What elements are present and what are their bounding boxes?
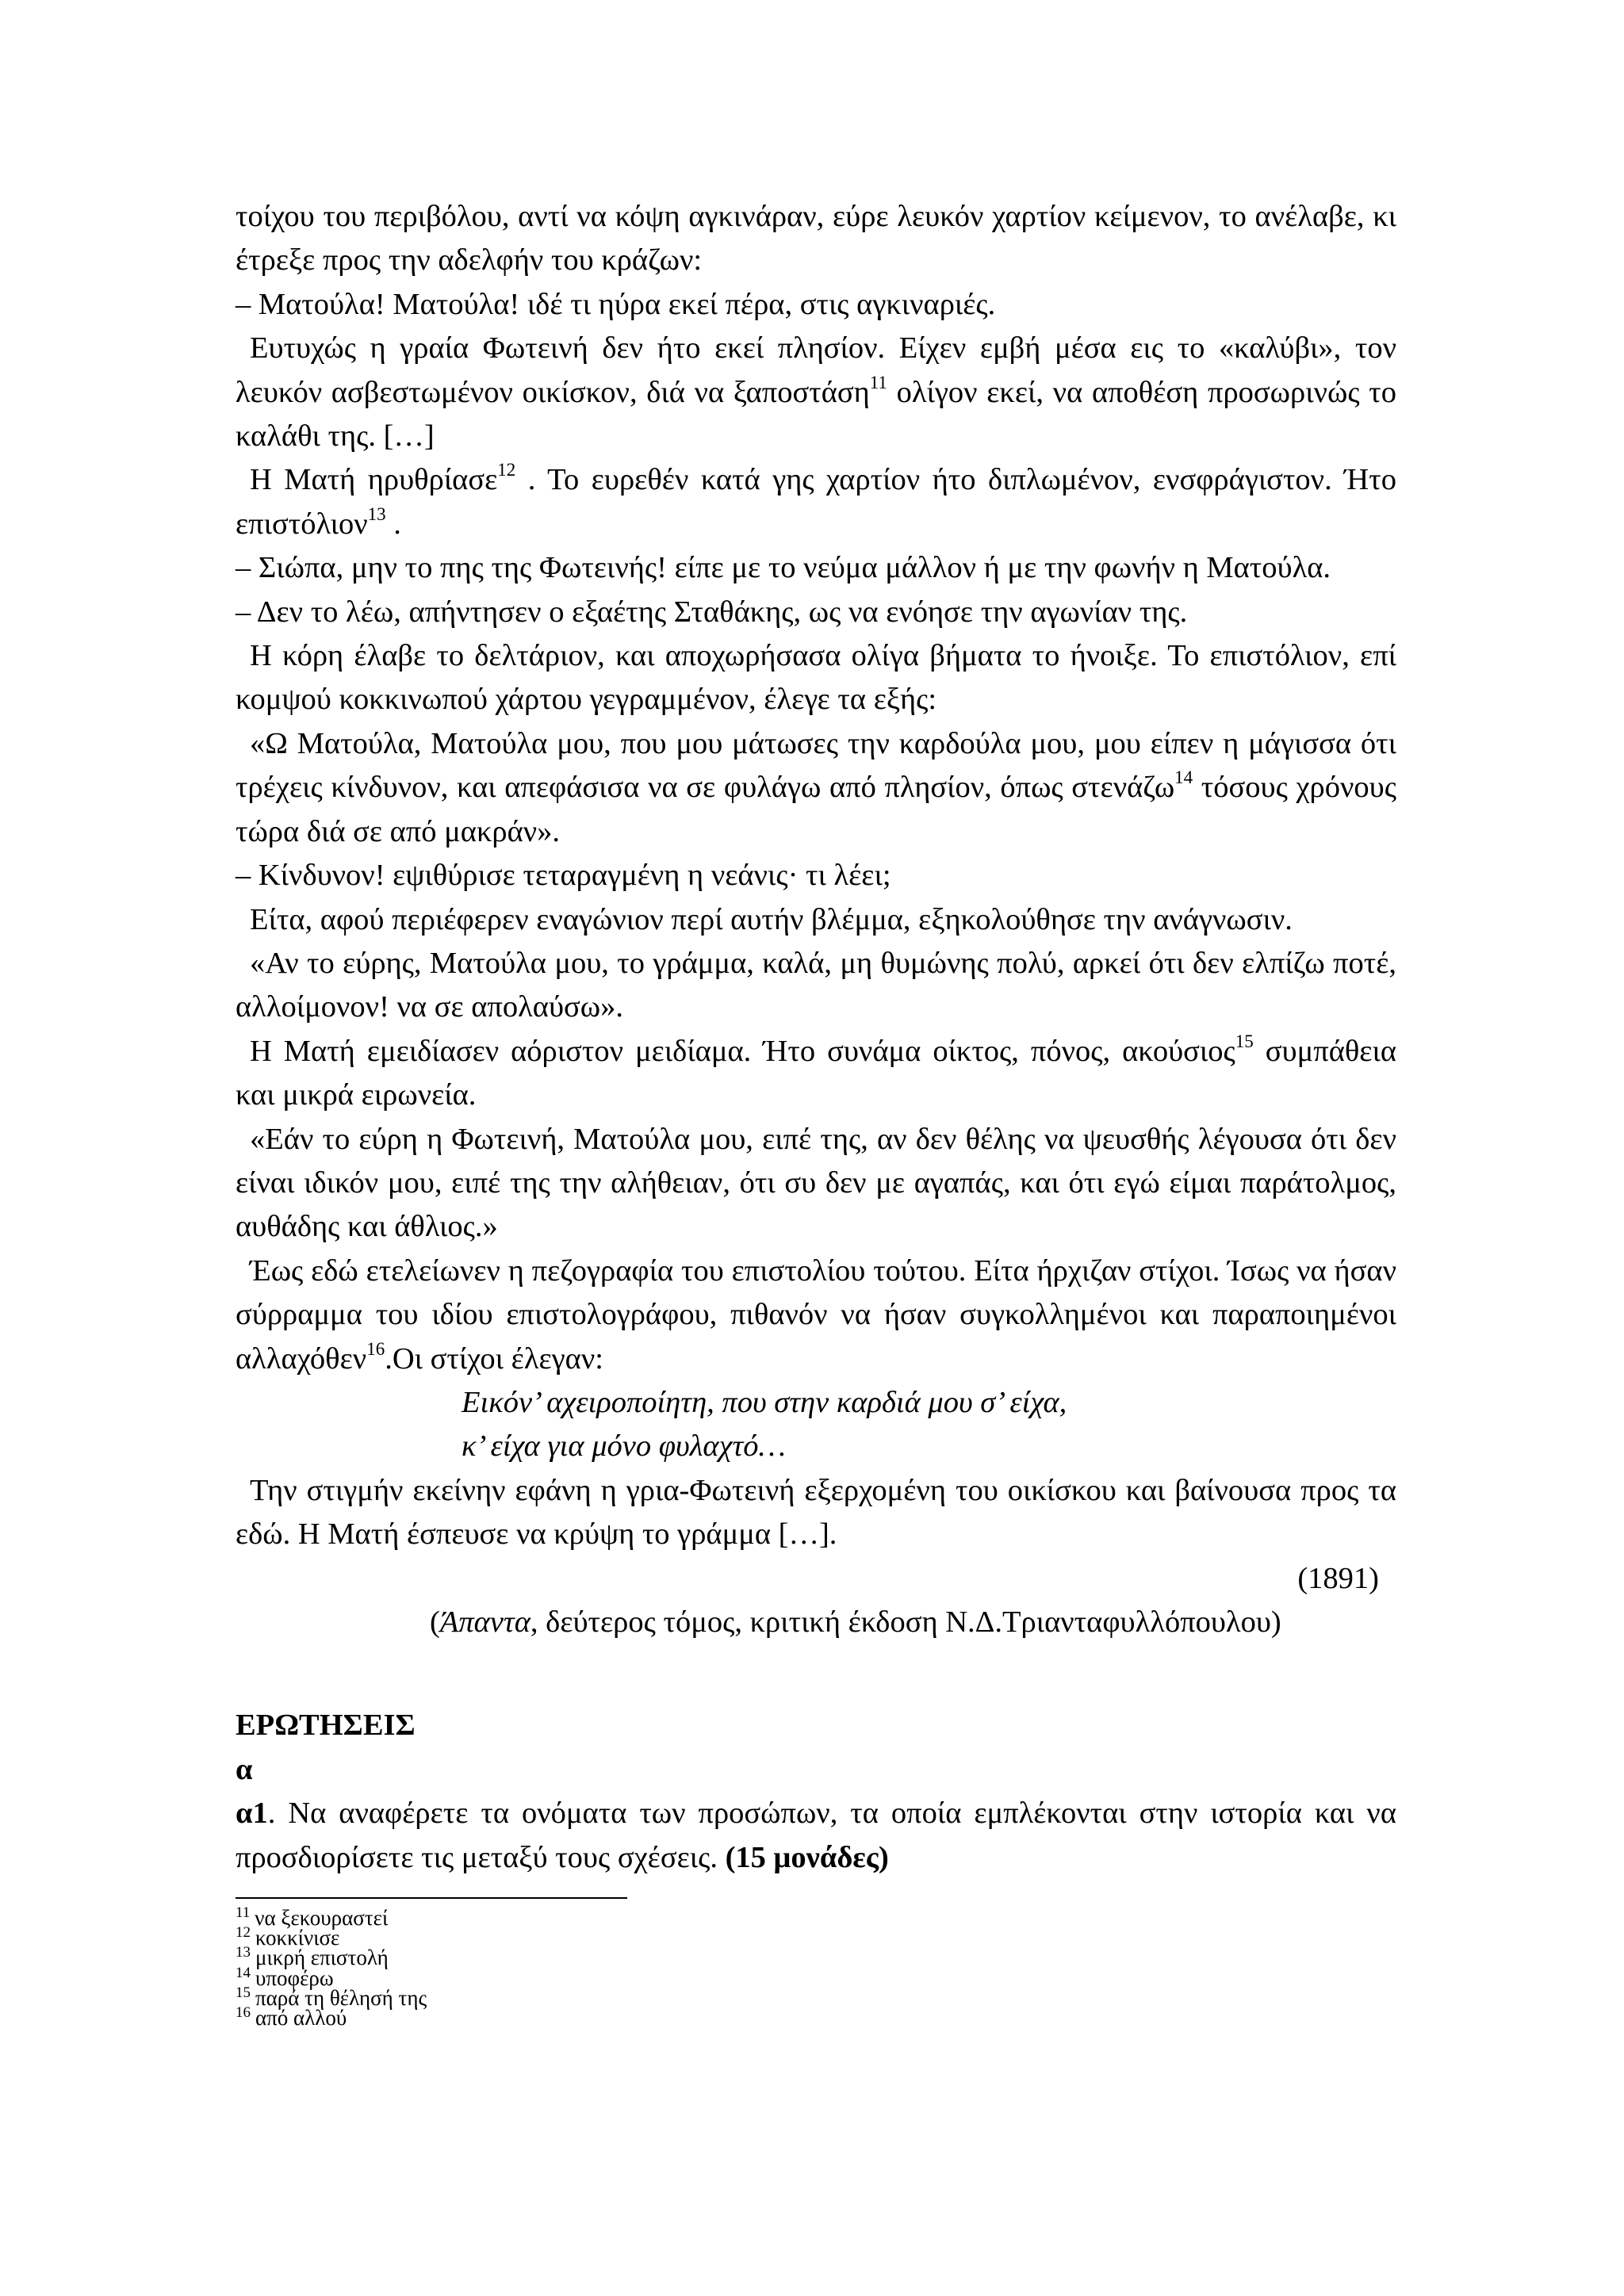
text-run: Την στιγμήν εκείνην εφάνη η γρια-Φωτεινή εξερχομένη του οικίσκου και βαίνουσα προς τα εδώ. Η Ματή έσπευσε να κρύψη το γράμμα […]. [236, 1473, 1396, 1552]
footnote-text: παρά τη θέλησή της [255, 1985, 427, 2010]
footnote [236, 2004, 427, 2030]
text-run: «Ω Ματούλα, Ματούλα μου, που μου μάτωσες την καρδούλα μου, μου είπεν η μάγισσα ότι τρέχεις κίνδυνον, και απεφάσισα να σε φυλάγω από πλησίον, όπως στενάζω [236, 726, 1396, 805]
source-citation [430, 1601, 1396, 1644]
text-run: Η Ματή ηρυθρίασε [250, 463, 498, 497]
footnote-ref: 12 [497, 460, 516, 480]
questions-heading: ΕΡΩΤΗΣΕΙΣ [236, 1709, 416, 1743]
text-run: Έως εδώ ετελείωνεν η πεζογραφία του επιστολίου τούτου. Είτα ήρχιζαν στίχοι. Ίσως να ήσαν σύρραμμα του ιδίου επιστολογράφου, πιθανόν να ήσαν συγκολλημένοι και παραποιημένοι αλλαχόθεν [236, 1253, 1396, 1376]
footnote-ref: 14 [1174, 767, 1193, 788]
paragraph [236, 195, 1396, 283]
footnote-number: 12 [236, 1924, 251, 1942]
footnote-ref: 16 [366, 1338, 385, 1359]
footnote-text: κοκκίνισε [255, 1926, 340, 1950]
text-run: τόσους χρόνους τώρα διά σε από μακράν». [236, 771, 1396, 848]
story-text [236, 195, 1396, 1644]
document-page [236, 195, 1396, 1880]
letter-quote [236, 722, 1396, 854]
publication-year: (1891) [1297, 1561, 1379, 1595]
text-run: Ευτυχώς η γραία Φωτεινή δεν ήτο εκεί πλησίον. Είχεν εμβή μέσα εις το «καλύβι», τον λευκόν ασβεστωμένον οικίσκον, διά να ξαποστάση [236, 331, 1396, 409]
footnote-number: 11 [236, 1904, 251, 1921]
paragraph [236, 458, 1396, 546]
paragraph [236, 1469, 1396, 1557]
dialogue-line [236, 591, 1396, 634]
text-run: – Δεν το λέω, απήντησεν ο εξαέτης Σταθάκης, ως να ενόησε την αγωνίαν της. [236, 595, 1188, 629]
text-run: – Ματούλα! Ματούλα! ιδέ τι ηύρα εκεί πέρα, στις αγκιναριές. [236, 287, 996, 321]
footnote-number: 13 [236, 1944, 251, 1961]
footnote-number: 14 [236, 1964, 251, 1981]
text-run: συμπάθεια και μικρά ειρωνεία. [236, 1034, 1396, 1112]
text-run: .Οι στίχοι έλεγαν: [385, 1341, 603, 1376]
text-run: Η κόρη έλαβε το δελτάριον, και αποχωρήσασα ολίγα βήματα το ήνοιξε. Το επιστόλιον, επί κομψού κοκκινωπού χάρτου γεγραμμένον, έλεγε τα εξής: [236, 639, 1396, 717]
text-run: τοίχου του περιβόλου, αντί να κόψη αγκινάραν, εύρε λευκόν χαρτίον κείμενον, το ανέλαβε, κι έτρεξε προς την αδελφήν του κράζων: [236, 200, 1396, 277]
book-title: Άπαντα [439, 1605, 530, 1639]
dialogue-line [236, 283, 1396, 327]
text-run: – Κίνδυνον! εψιθύρισε τεταραγμένη η νεάνις· τι λέει; [236, 859, 891, 893]
dialogue-line [236, 854, 1396, 897]
footnote-ref: 13 [367, 503, 386, 524]
text-run: Είτα, αφού περιέφερεν εναγώνιον περί αυτήν βλέμμα, εξηκολούθησε την ανάγνωσιν. [250, 902, 1293, 936]
dialogue-line [236, 546, 1396, 590]
footnote-ref: 11 [869, 372, 887, 392]
question-label: α1 [236, 1797, 268, 1831]
letter-quote [236, 1118, 1396, 1249]
paragraph [236, 327, 1396, 458]
text-run: ολίγον εκεί, να αποθέση προσωρινώς το καλάθι της. […] [236, 375, 1396, 453]
question-a1 [236, 1792, 1396, 1880]
paragraph [236, 1249, 1396, 1381]
paragraph [236, 1030, 1396, 1118]
question-points: (15 μονάδες) [725, 1840, 889, 1874]
footnote-separator [236, 1897, 627, 1899]
letter-quote [236, 942, 1396, 1030]
footnote-number: 15 [236, 1984, 251, 2001]
text-run: ( [430, 1605, 440, 1639]
paragraph [236, 634, 1396, 722]
text-run: – Σιώπα, μην το πης της Φωτεινής! είπε με το νεύμα μάλλον ή με την φωνήν η Ματούλα. [236, 551, 1331, 585]
question-text: . Να αναφέρετε τα ονόματα των προσώπων, τα οποία εμπλέκονται στην ιστορία και να προσδιορίσετε τις μεταξύ τους σχέσεις. [236, 1797, 1396, 1874]
poem-line: κ’ είχα για μόνο φυλαχτό… [462, 1429, 786, 1464]
footnote-number: 16 [236, 2004, 251, 2022]
footnote-text: υποφέρω [255, 1965, 334, 1990]
footnote-text: από αλλού [255, 2006, 347, 2030]
text-run: «Εάν το εύρη η Φωτεινή, Ματούλα μου, ειπέ της, αν δεν θέλης να ψευσθής λέγουσα ότι δεν είναι ιδικόν μου, ειπέ της την αλήθειαν, ότι συ δεν με αγαπάς, και ότι εγώ είμαι παράτολμος, αυθάδης και άθλιος.» [236, 1122, 1396, 1244]
text-run: , δεύτερος τόμος, κριτική έκδοση Ν.Δ.Τριανταφυλλόπουλου) [530, 1605, 1281, 1639]
footnote-ref: 15 [1235, 1031, 1254, 1051]
footnotes [236, 1904, 427, 2030]
paragraph [236, 898, 1396, 942]
footnote-text: μικρή επιστολή [255, 1946, 389, 1970]
text-run: «Αν το εύρης, Ματούλα μου, το γράμμα, καλά, μη θυμώνης πολύ, αρκεί ότι δεν ελπίζω ποτέ, αλλοίμονον! να σε απολαύσω». [236, 946, 1396, 1024]
text-run: Η Ματή εμειδίασεν αόριστον μειδίαμα. Ήτο συνάμα οίκτος, πόνος, ακούσιος [250, 1034, 1235, 1068]
text-run: . Το ευρεθέν κατά γης χαρτίον ήτο διπλωμένον, ενσφράγιστον. Ήτο επιστόλιον [236, 463, 1397, 541]
footnote-text: να ξεκουραστεί [255, 1906, 389, 1930]
poem-line: Εικόν’ αχειροποίητη, που στην καρδιά μου σ’ είχα, [462, 1385, 1067, 1419]
text-run: . [385, 507, 401, 541]
questions-section-label: α [236, 1752, 253, 1786]
